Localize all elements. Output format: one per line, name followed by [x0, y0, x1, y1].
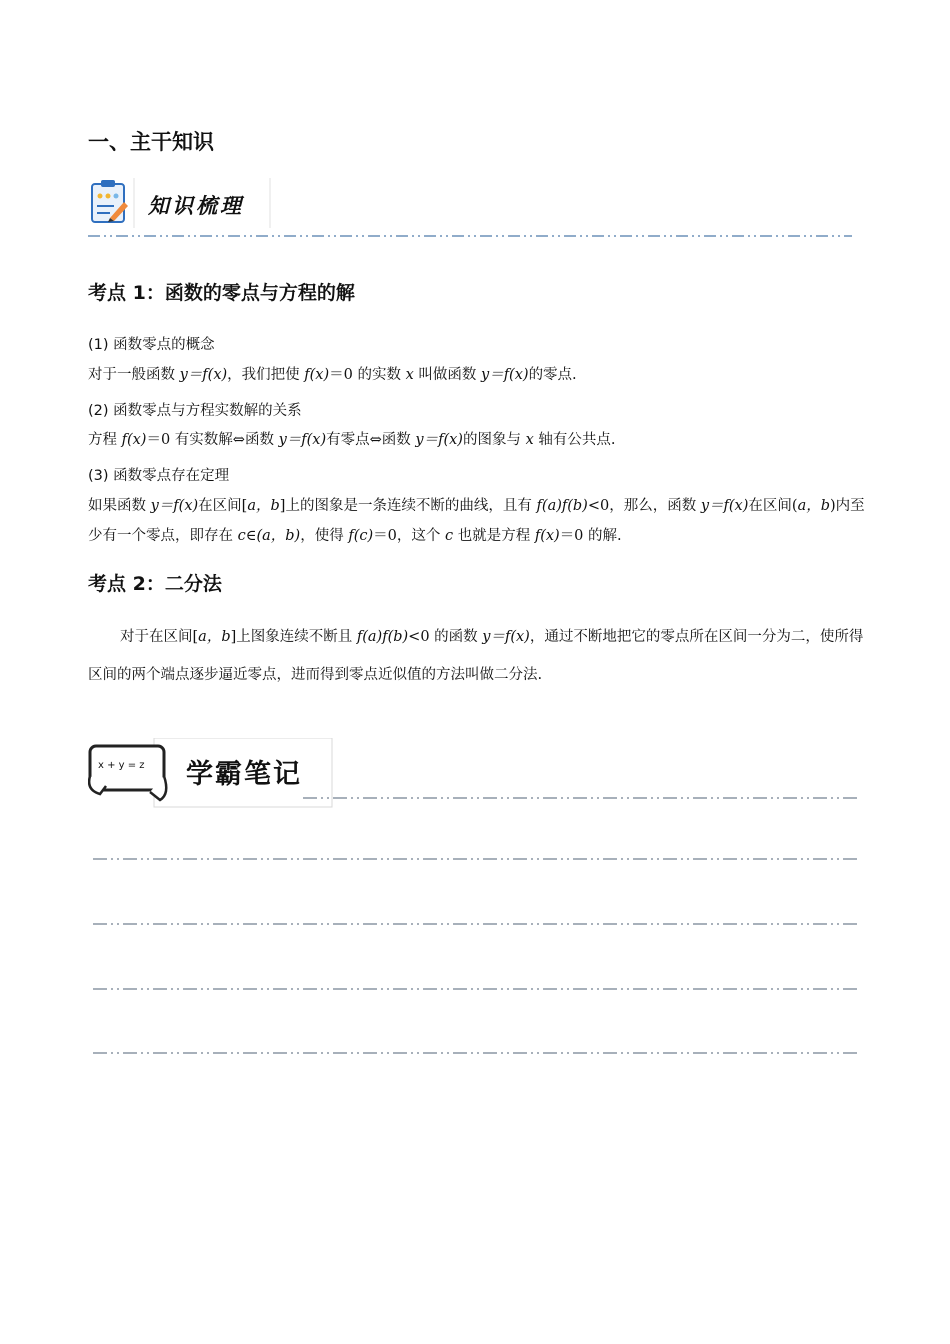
topic1-paragraph-3: 如果函数 y＝f(x)在区间[a，b]上的图象是一条连续不断的曲线，且有 f(a)f(b)<0，那么，函数 y＝f(x)在区间(a，b)内至少有一个零点，即存在 c∈(a，b)，使得 f(c)＝0，这个 c 也就是方程 f(x)＝0 的解. — [88, 498, 865, 544]
topic1-heading-3: (3) 函数零点存在定理 — [88, 468, 230, 484]
topic1-paragraph-1: 对于一般函数 y＝f(x)，我们把使 f(x)＝0 的实数 x 叫做函数 y＝f(x)的零点. — [88, 367, 577, 383]
topic2-title: 考点 2：二分法 — [88, 573, 222, 595]
section-divider — [88, 232, 852, 240]
knowledge-banner — [88, 178, 272, 228]
topic1-heading-1: (1) 函数零点的概念 — [88, 337, 215, 353]
tablet-text: x + y = z — [98, 760, 145, 771]
section-title: 一、主干知识 — [88, 130, 214, 154]
topic1-paragraph-2: 方程 f(x)＝0 有实数解⇔函数 y＝f(x)有零点⇔函数 y＝f(x)的图象与 x 轴有公共点. — [88, 432, 616, 448]
topic1-title: 考点 1：函数的零点与方程的解 — [88, 282, 355, 304]
topic1-heading-2: (2) 函数零点与方程实数解的关系 — [88, 403, 302, 419]
notes-banner-label: 学霸笔记 — [186, 759, 302, 790]
knowledge-banner-label: 知识梳理 — [148, 194, 244, 218]
topic2-paragraph: 对于在区间[a，b]上图象连续不断且 f(a)f(b)<0 的函数 y＝f(x)，通过不断地把它的零点所在区间一分为二，使所得区间的两个端点逐步逼近零点，进而得到零点近似值的方法叫做二分法. — [88, 629, 864, 683]
note-lines — [0, 790, 950, 1070]
